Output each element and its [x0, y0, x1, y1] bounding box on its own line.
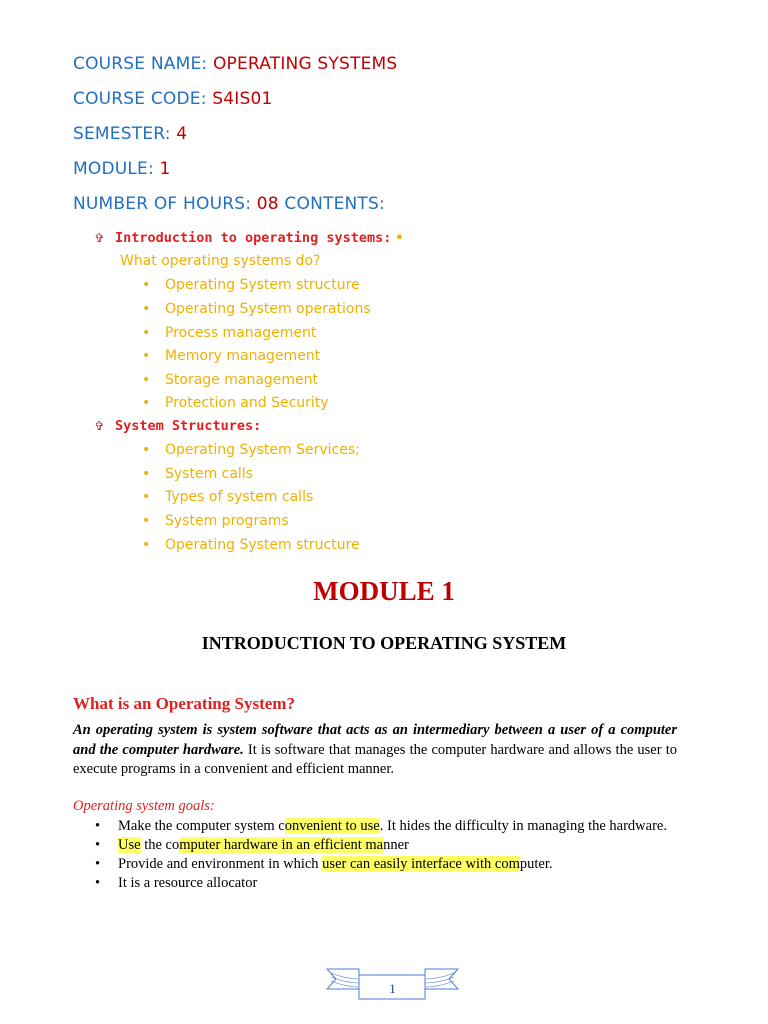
page-number: 1: [389, 981, 396, 996]
toc-item: • Operating System Services;: [142, 442, 360, 458]
cross-bullet-icon: ✞: [95, 418, 104, 434]
goal-item: • Make the computer system convenient to use. It hides the difficulty in managing the hardware.: [95, 818, 667, 834]
toc-section-title: System Structures:: [115, 418, 262, 434]
toc-item: • System calls: [142, 466, 254, 482]
toc-item: • Protection and Security: [142, 395, 329, 411]
cross-bullet-icon: ✞: [95, 230, 104, 246]
module-value: 1: [159, 159, 171, 179]
toc-item: • Types of system calls: [142, 489, 314, 505]
course-code-line: [73, 89, 273, 109]
section-heading: What is an Operating System?: [73, 694, 295, 713]
semester-line: [73, 124, 187, 144]
hours-label: NUMBER OF HOURS:: [73, 194, 252, 214]
contents-label: CONTENTS:: [284, 194, 385, 214]
semester-label: SEMESTER:: [73, 124, 171, 144]
toc-item: • Operating System structure: [142, 277, 360, 293]
intro-title: INTRODUCTION TO OPERATING SYSTEM: [201, 633, 567, 653]
toc-section-title: Introduction to operating systems:: [115, 230, 392, 246]
course-name-value: OPERATING SYSTEMS: [212, 54, 398, 74]
course-name-line: [73, 54, 397, 74]
course-code-value: S4IS01: [212, 89, 273, 109]
module-label: MODULE:: [73, 159, 154, 179]
highlight: mputer hardware in an efficient ma: [179, 837, 384, 853]
toc-item: • Process management: [142, 325, 317, 341]
goal-item: • Provide and environment in which user can easily interface with computer.: [95, 856, 553, 872]
highlight: onvenient to use: [284, 818, 380, 834]
toc-item: • System programs: [142, 513, 289, 529]
toc-item: • Storage management: [142, 372, 319, 388]
goal-item: • Use the computer hardware in an efficient manner: [95, 837, 409, 853]
definition-rest: It is software that manages the computer hardware and allows the user to execute programs in a convenient and efficient manner.: [73, 741, 677, 777]
hours-line: [73, 194, 385, 214]
goals-heading: Operating system goals:: [73, 798, 215, 814]
course-code-label: COURSE CODE:: [73, 89, 207, 109]
toc-section-system-structures: [95, 417, 261, 435]
toc-item: What operating systems do?: [120, 253, 321, 269]
toc-item: • Operating System structure: [142, 537, 360, 553]
semester-value: 4: [176, 124, 188, 144]
toc-dot: •: [395, 230, 404, 246]
toc-item: • Memory management: [142, 348, 321, 364]
module-title: MODULE 1: [313, 576, 455, 606]
module-line: [73, 159, 171, 179]
highlight: Use: [118, 837, 141, 853]
hours-value: 08: [256, 194, 279, 214]
highlight: user can easily interface with com: [322, 856, 520, 872]
toc-item: • Operating System operations: [142, 301, 371, 317]
course-name-label: COURSE NAME:: [73, 54, 208, 74]
definition-paragraph: [73, 721, 677, 780]
page-number-ribbon: [325, 965, 460, 1005]
toc-section-intro: [95, 229, 403, 247]
goal-item: • It is a resource allocator: [95, 875, 258, 891]
definition-bold: An operating system is system software that acts as an intermediary between a user of a computer and the computer hardware.: [73, 722, 677, 758]
